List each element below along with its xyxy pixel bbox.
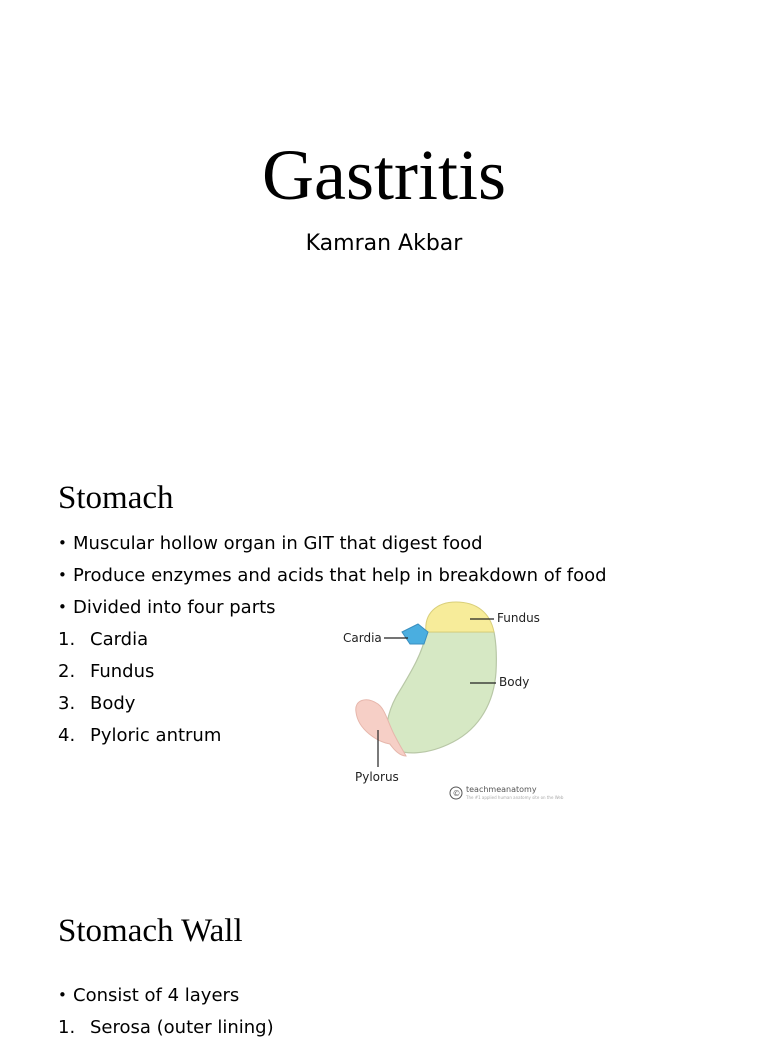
list-number: 2. xyxy=(58,661,76,682)
body-label: Body xyxy=(499,675,530,689)
stomach-wall-bullet-list xyxy=(58,980,274,1044)
list-number: 1. xyxy=(58,1017,76,1038)
stomach-wall-heading: Stomach Wall xyxy=(58,913,243,949)
presentation-author: Kamran Akbar xyxy=(305,231,463,256)
list-text: Pyloric antrum xyxy=(90,725,222,746)
list-number: 1. xyxy=(58,629,76,650)
presentation-title: Gastritis xyxy=(262,135,506,215)
list-number: 4. xyxy=(58,725,76,746)
list-text: Body xyxy=(90,693,136,714)
cardia-label: Cardia xyxy=(343,631,382,645)
list-text: Cardia xyxy=(90,629,149,650)
list-item xyxy=(58,1012,274,1044)
list-item: • Divided into four parts xyxy=(58,592,607,624)
stomach-heading: Stomach xyxy=(58,480,174,516)
list-text: Fundus xyxy=(90,661,155,682)
watermark-tagline: The #1 applied human anatomy site on the Web xyxy=(466,795,564,800)
fundus-label: Fundus xyxy=(497,611,540,625)
pylorus-label: Pylorus xyxy=(355,770,399,784)
list-item: • Consist of 4 layers xyxy=(58,980,274,1012)
list-item: • Produce enzymes and acids that help in breakdown of food xyxy=(58,560,607,592)
copyright-icon: © xyxy=(452,789,461,798)
watermark-text: teachmeanatomy xyxy=(466,785,537,794)
list-number: 3. xyxy=(58,693,76,714)
list-item: • Muscular hollow organ in GIT that digest food xyxy=(58,528,607,560)
list-text: Serosa (outer lining) xyxy=(90,1017,274,1038)
